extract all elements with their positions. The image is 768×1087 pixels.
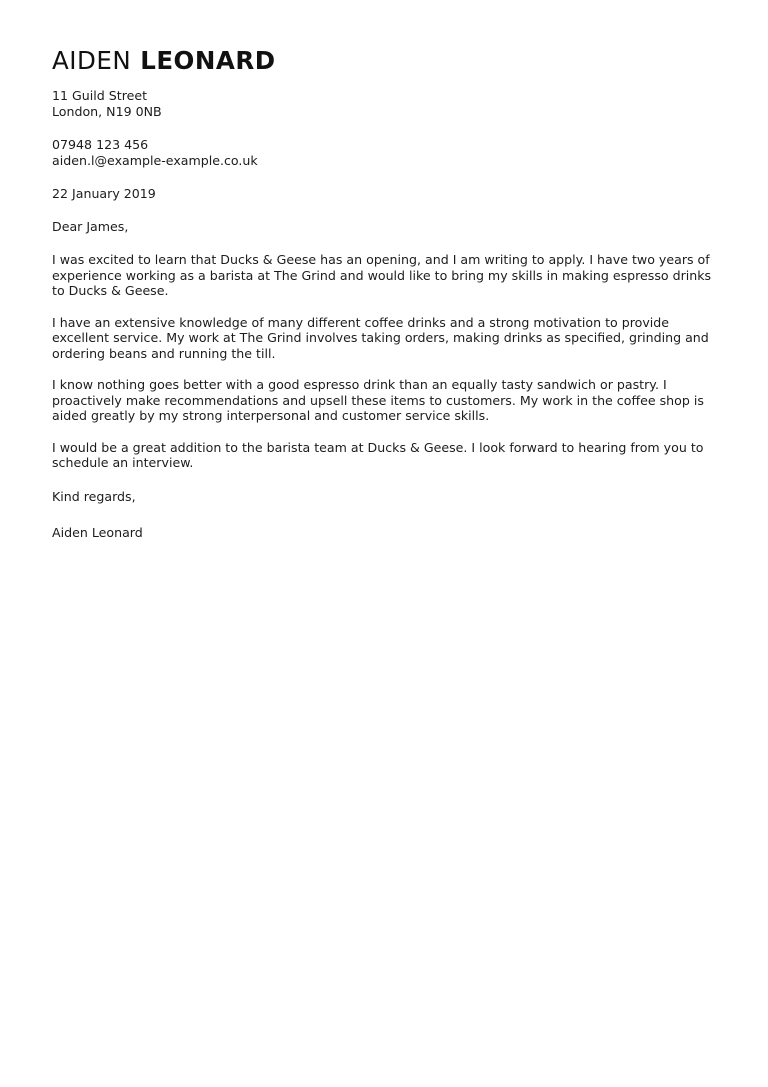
signature: Aiden Leonard — [52, 524, 143, 540]
sender-first-name: AIDEN — [52, 46, 132, 75]
body-paragraph: I have an extensive knowledge of many different coffee drinks and a strong motivation to provide excellent service. My work at The Grind involves taking orders, making drinks as specified, grinding and ordering beans and running the till. — [52, 314, 709, 361]
letter-date: 22 January 2019 — [52, 186, 156, 201]
body-paragraph: I was excited to learn that Ducks & Geese has an opening, and I am writing to apply. I have two years of experience working as a barista at The Grind and would like to bring my skills in making espresso drinks to Ducks & Geese. — [52, 252, 712, 298]
sender-last-name: LEONARD — [140, 46, 276, 75]
sender-address — [52, 88, 716, 120]
address-city: London, N19 0NB — [52, 104, 162, 119]
body-paragraph: I know nothing goes better with a good espresso drink than an equally tasty sandwich or pastry. I proactively make recommendations and upsell these items to customers. My work in the coffee shop is aided greatly by my strong interpersonal and customer service skills. — [52, 377, 704, 423]
body-paragraph: I would be a great addition to the barista team at Ducks & Geese. I look forward to hearing from you to schedule an interview. — [52, 439, 704, 470]
sender-name — [52, 44, 716, 78]
sender-contact — [52, 137, 716, 169]
contact-phone: 07948 123 456 — [52, 137, 149, 152]
salutation-block — [52, 219, 716, 235]
closing: Kind regards, — [52, 488, 136, 504]
contact-email: aiden.l@example-example.co.uk — [52, 153, 258, 168]
address-street: 11 Guild Street — [52, 88, 148, 103]
salutation: Dear James, — [52, 219, 129, 234]
letter-date-block — [52, 186, 716, 202]
cover-letter — [52, 44, 716, 541]
letter-body — [52, 252, 716, 471]
